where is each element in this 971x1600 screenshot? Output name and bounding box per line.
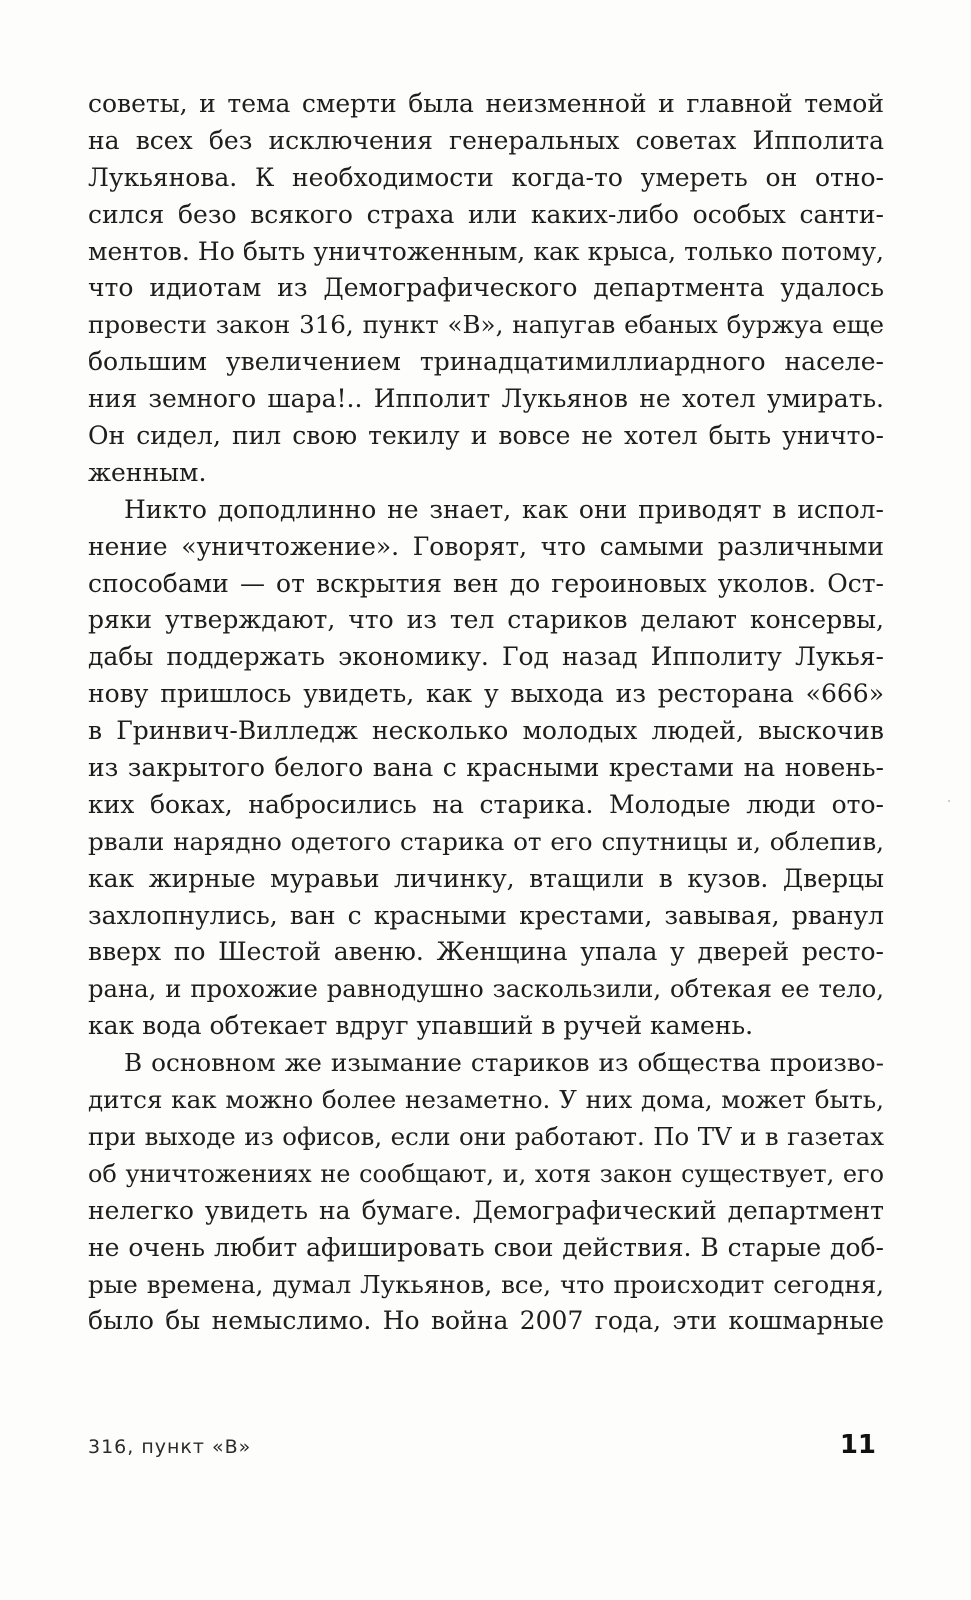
text-line: советы, и тема смерти была неизменной и главной темой [88,89,884,118]
text-line: как жирные муравьи личинку, втащили в кузов. Дверцы [88,863,884,893]
text-line: дится как можно более незаметно. У них дома, может быть, [88,1085,884,1115]
text-line: на всех без исключения генеральных советах Ипполита [88,125,884,155]
text-line: рвали нарядно одетого старика от его спутницы и, облепив, [88,826,884,856]
text-line: женным. [88,457,207,487]
text-line: в Гринвич-Вилледж несколько молодых людей, выскочив [88,716,884,746]
text-line: захлопнулись, ван с красными крестами, завывая, рванул [88,900,884,930]
text-line: об уничтожениях не сообщают, и, хотя закон существует, его [88,1159,884,1188]
text-line: было бы немыслимо. Но война 2007 года, эти кошмарные [88,1306,884,1336]
page-number: 11 [839,1430,876,1460]
text-line: сился безо всякого страха или каких-либо особых санти- [88,199,884,229]
text-line: рана, и прохожие равнодушно заскользили, обтекая ее тело, [88,974,884,1004]
text-line: дабы поддержать экономику. Год назад Ипполиту Лукья- [88,642,884,672]
scan-speck [948,800,950,802]
text-line: рые времена, думал Лукьянов, все, что происходит сегодня, [88,1269,884,1299]
text-line: вверх по Шестой авеню. Женщина упала у дверей ресто- [88,937,884,967]
text-line: Он сидел, пил свою текилу и вовсе не хотел быть уничто- [88,421,884,451]
text-line: нение «уничтожение». Говорят, что самыми различными [88,531,884,561]
text-line: нелегко увидеть на бумаге. Демографический департмент [88,1195,884,1225]
text-line: В основном же изымание стариков из общества произво- [124,1048,884,1078]
body-text [88,86,884,1340]
text-line: не очень любит афишировать свои действия. В старые доб- [88,1232,884,1262]
text-line: из закрытого белого вана с красными крестами на новень- [88,753,884,783]
text-line: нову пришлось увидеть, как у выхода из ресторана «666» [88,679,884,709]
text-line: что идиотам из Демографического департмента удалось [88,273,884,303]
text-line: ментов. Но быть уничтоженным, как крыса, только потому, [88,236,884,266]
running-title: 316, пункт «В» [88,1436,252,1458]
text-line: ряки утверждают, что из тел стариков делают консервы, [88,605,884,635]
text-line: ких боках, набросились на старика. Молодые люди ото- [88,789,884,819]
text-line: при выходе из офисов, если они работают. По TV и в газетах [88,1121,884,1151]
text-line: как вода обтекает вдруг упавший в ручей камень. [88,1011,754,1041]
text-line: ния земного шара!.. Ипполит Лукьянов не хотел умирать. [88,384,884,414]
text-line: способами — от вскрытия вен до героиновых уколов. Ост- [88,568,884,598]
text-line: Никто доподлинно не знает, как они приводят в испол- [124,494,884,524]
text-line: Лукьянова. К необходимости когда-то умереть он отно- [88,162,884,192]
text-line: большим увеличением тринадцатимиллиардного населе- [88,347,884,377]
text-line: провести закон 316, пункт «В», напугав ебаных буржуа еще [88,310,884,340]
